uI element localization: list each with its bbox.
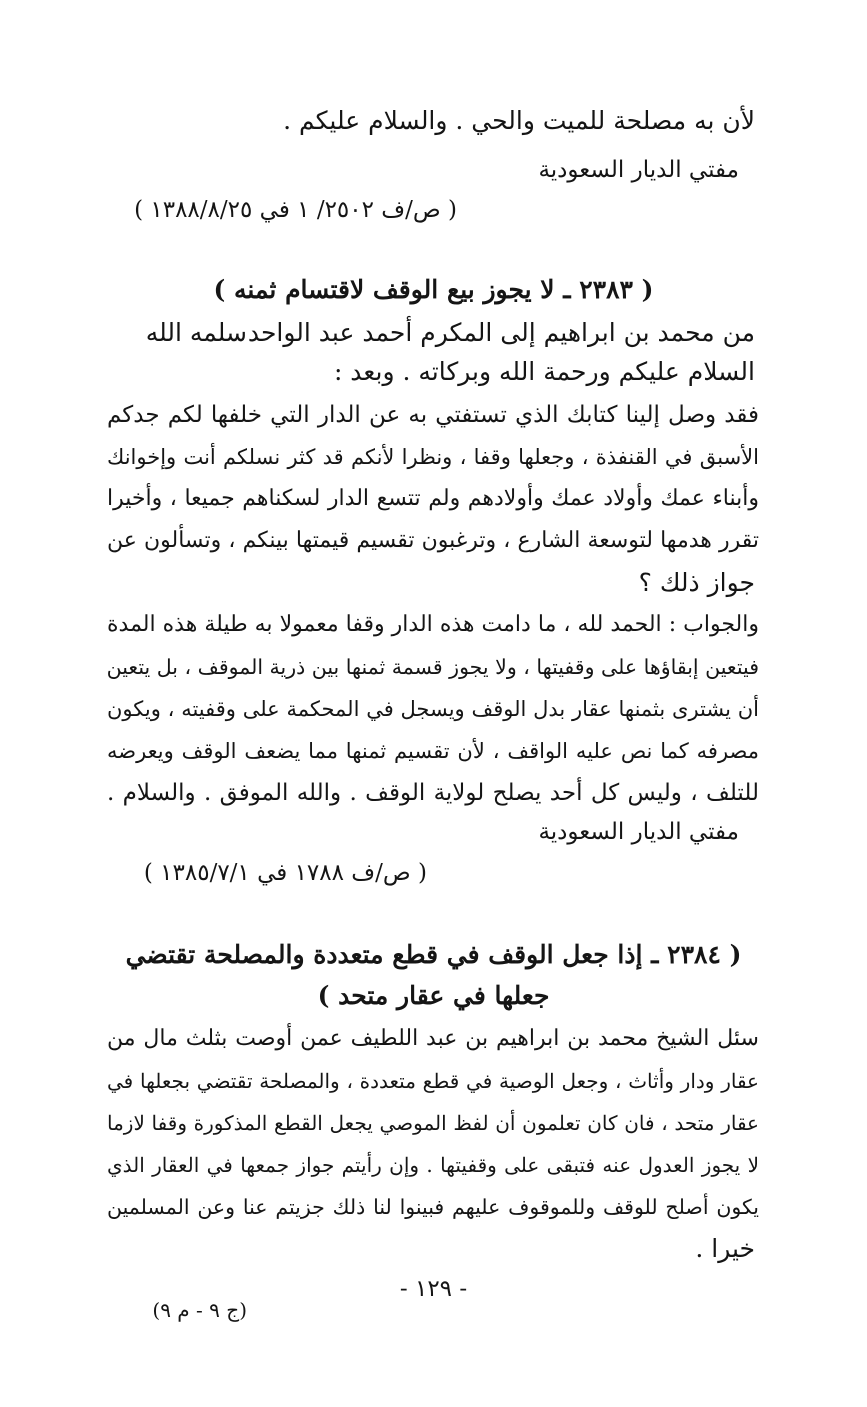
paragraph-line: أن يشترى بثمنها عقار بدل الوقف ويسجل في المحكمة على وقفيته ، ويكون: [107, 697, 759, 721]
greeting-line: السلام عليكم ورحمة الله وبركاته . وبعد :: [333, 357, 755, 386]
paragraph-line: الأسبق في القنفذة ، وجعلها وقفا ، ونظرا لأنكم قد كثر نسلكم أنت وإخوانك: [107, 445, 759, 469]
paragraph-line: للتلف ، وليس كل أحد يصلح لولاية الوقف . والله الموفق . والسلام .: [107, 780, 759, 806]
paragraph-line: جواز ذلك ؟: [638, 568, 755, 597]
paragraph-line: فيتعين إبقاؤها على وقفيتها ، ولا يجوز قسمة ثمنها بين ذرية الموقف ، بل يتعين: [106, 655, 759, 679]
section-title: ( ٢٣٨٤ ـ إذا جعل الوقف في قطع متعددة والمصلحة تقتضي: [125, 940, 742, 969]
text-line: لأن به مصلحة للميت والحي . والسلام عليكم .: [283, 106, 755, 135]
paragraph-line: سئل الشيخ محمد بن ابراهيم بن عبد اللطيف عمن أوصت بثلث مال من: [107, 1026, 759, 1051]
paragraph-line: عقار ودار وأثاث ، وجعل الوصية في قطع متعددة ، والمصلحة تقتضي بجعلها في: [107, 1069, 759, 1093]
paragraph-line: والجواب : الحمد لله ، ما دامت هذه الدار وقفا معمولا به طيلة هذه المدة: [107, 612, 759, 637]
reference-line: ( ص/ف ٢٥٠٢/ ١ في ١٣٨٨/٨/٢٥ ): [134, 197, 457, 223]
sender-line: من محمد بن ابراهيم إلى المكرم أحمد عبد الواحد: [247, 318, 755, 347]
paragraph-line: عقار متحد ، فان كان تعلمون أن لفظ الموصي يجعل القطع المذكورة وقفا لازما: [107, 1111, 759, 1135]
paragraph-line: مصرفه كما نص عليه الواقف ، لأن تقسيم ثمنها مما يضعف الوقف ويعرضه: [107, 739, 759, 763]
paragraph-line: خيرا .: [695, 1234, 755, 1263]
footer-signature: (ج ٩ - م ٩): [152, 1298, 247, 1322]
paragraph-line: يكون أصلح للوقف وللموقوف عليهم فبينوا لنا ذلك جزيتم عنا وعن المسلمين: [107, 1195, 759, 1219]
salutation-line: سلمه الله: [145, 318, 247, 347]
signature-line: مفتي الديار السعودية: [538, 819, 739, 845]
signature-line: مفتي الديار السعودية: [538, 157, 739, 183]
paragraph-line: فقد وصل إلينا كتابك الذي تستفتي به عن الدار التي خلفها لكم جدكم: [107, 402, 759, 428]
section-title: ( ٢٣٨٣ ـ لا يجوز بيع الوقف لاقتسام ثمنه ): [213, 275, 654, 304]
paragraph-line: تقرر هدمها لتوسعة الشارع ، وترغبون تقسيم قيمتها بينكم ، وتسألون عن: [107, 528, 759, 553]
paragraph-line: لا يجوز العدول عنه فتبقى على وقفيتها . وإن رأيتم جواز جمعها في العقار الذي: [107, 1153, 759, 1177]
paragraph-line: وأبناء عمك وأولاد عمك وأولادهم ولم تتسع الدار لسكناهم جميعا ، وأخيرا: [107, 486, 759, 511]
reference-line: ( ص/ف ١٧٨٨ في ١٣٨٥/٧/١ ): [143, 860, 427, 886]
page-number: - ١٢٩ -: [399, 1276, 468, 1302]
section-title: جعلها في عقار متحد ): [317, 981, 550, 1010]
